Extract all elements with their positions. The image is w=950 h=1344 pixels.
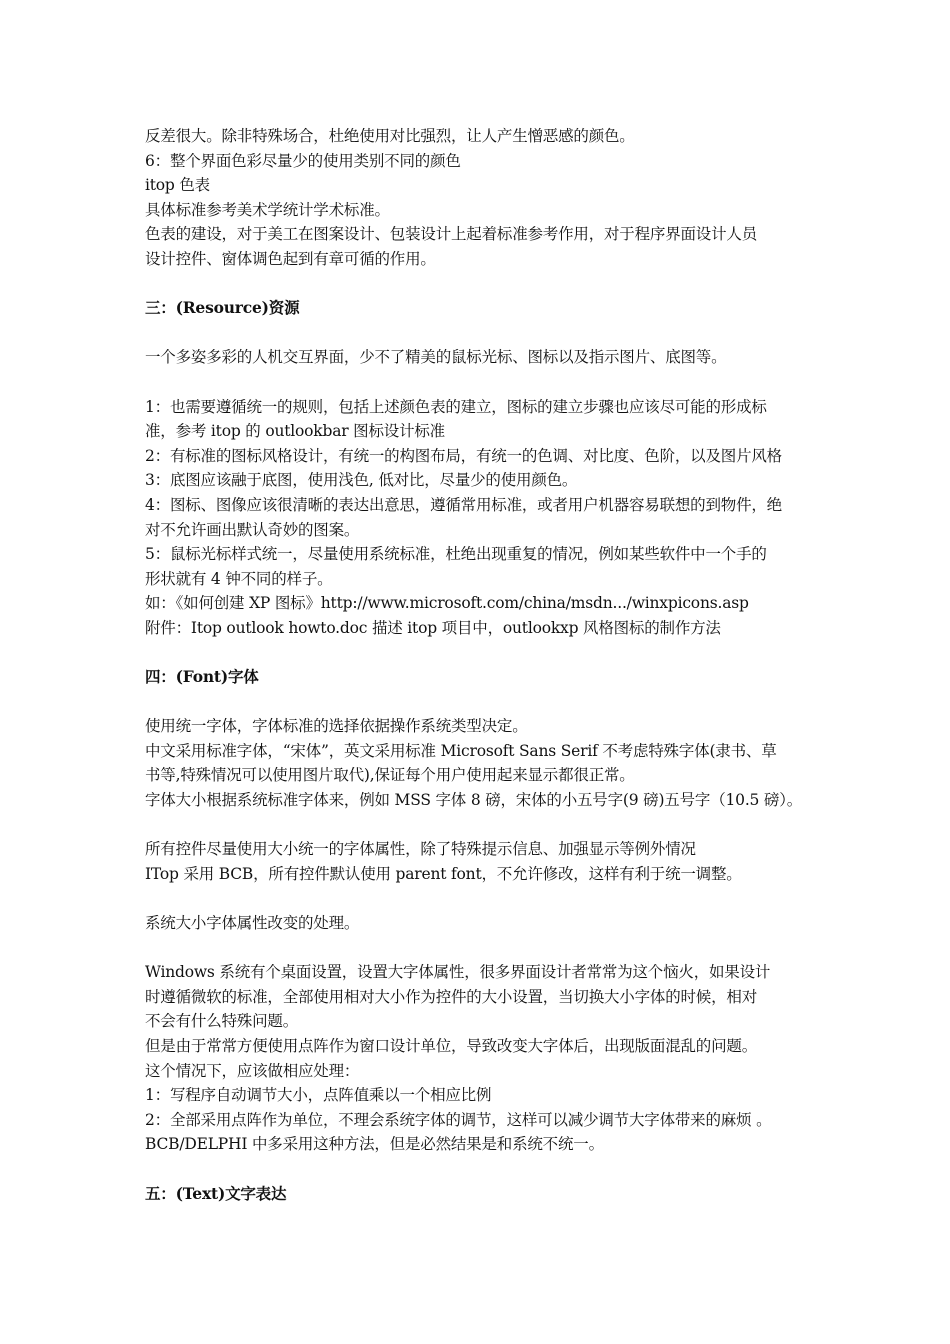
paragraph-spacer xyxy=(145,272,825,297)
text-line: 附件：Itop outlook howto.doc 描述 itop 项目中，outlookxp 风格图标的制作方法 xyxy=(145,618,721,637)
text-line: 具体标准参考美术学统计学术标准。 xyxy=(145,200,390,219)
text-line: 2：全部采用点阵作为单位，不理会系统字体的调节，这样可以减少调节大字体带来的麻烦 。 xyxy=(145,1110,772,1129)
text-line: 色表的建设，对于美工在图案设计、包装设计上起着标准参考作用，对于程序界面设计人员 xyxy=(145,225,758,244)
text-line: 中文采用标准字体，“宋体”，英文采用标准 Microsoft Sans Serif 不考虑特殊字体(隶书、草 xyxy=(145,741,777,760)
text-line: 这个情况下，应该做相应处理： xyxy=(145,1061,360,1080)
paragraph-spacer xyxy=(145,370,825,395)
text-line: 时遵循微软的标准，全部使用相对大小作为控件的大小设置，当切换大小字体的时候，相对 xyxy=(145,987,758,1006)
paragraph-spacer xyxy=(145,886,825,911)
text-line: 但是由于常常方便使用点阵作为窗口设计单位，导致改变大字体后，出现版面混乱的问题。 xyxy=(145,1036,758,1055)
text-line: 1：也需要遵循统一的规则，包括上述颜色表的建立，图标的建立步骤也应该尽可能的形成标 xyxy=(145,397,767,416)
paragraph-spacer xyxy=(145,813,825,838)
text-line: 反差很大。除非特殊场合，杜绝使用对比强烈，让人产生憎恶感的颜色。 xyxy=(145,127,635,145)
text-line: 一个多姿多彩的人机交互界面，少不了精美的鼠标光标、图标以及指示图片、底图等。 xyxy=(145,348,727,367)
text-line: 2：有标准的图标风格设计，有统一的构图布局，有统一的色调、对比度、色阶，以及图片风格 xyxy=(145,446,782,465)
text-line: 5：鼠标光标样式统一，尽量使用系统标准，杜绝出现重复的情况，例如某些软件中一个手的 xyxy=(145,545,767,564)
text-line: 设计控件、窗体调色起到有章可循的作用。 xyxy=(145,249,436,268)
text-line: 书等,特殊情况可以使用图片取代),保证每个用户使用起来显示都很正常。 xyxy=(145,766,635,785)
section-heading: 三：(Resource)资源 xyxy=(145,298,300,318)
text-line: BCB/DELPHI 中多采用这种方法，但是必然结果是和系统不统一。 xyxy=(145,1135,604,1154)
text-line: 3：底图应该融于底图，使用浅色, 低对比，尽量少的使用颜色。 xyxy=(145,471,578,490)
text-line: 如：《如何创建 XP 图标》http://www.microsoft.com/china/msdn.../winxpicons.asp xyxy=(145,594,749,613)
section-heading: 五：(Text)文字表达 xyxy=(145,1183,287,1203)
paragraph-spacer xyxy=(145,690,825,715)
text-line: 系统大小字体属性改变的处理。 xyxy=(145,914,360,932)
paragraph-spacer xyxy=(145,321,825,346)
text-line: Windows 系统有个桌面设置，设置大字体属性，很多界面设计者常常为这个恼火，如果设计 xyxy=(145,963,771,982)
text-line: 1：写程序自动调节大小，点阵值乘以一个相应比例 xyxy=(145,1086,492,1105)
text-line: 字体大小根据系统标准字体来，例如 MSS 字体 8 磅，宋体的小五号字(9 磅)五号字（10.5 磅）。 xyxy=(145,791,803,810)
paragraph-spacer xyxy=(145,936,825,961)
text-line: 所有控件尽量使用大小统一的字体属性，除了特殊提示信息、加强显示等例外情况 xyxy=(145,840,696,859)
text-line: 使用统一字体，字体标准的选择依据操作系统类型决定。 xyxy=(145,717,528,736)
text-line: 对不允许画出默认奇妙的图案。 xyxy=(145,520,360,539)
text-line: 形状就有 4 钟不同的样子。 xyxy=(145,569,333,588)
text-line: ITop 采用 BCB，所有控件默认使用 parent font，不允许修改，这样有利于统一调整。 xyxy=(145,864,742,883)
paragraph-spacer xyxy=(145,1157,825,1182)
text-line: 4：图标、图像应该很清晰的表达出意思，遵循常用标准，或者用户机器容易联想的到物件，绝 xyxy=(145,495,782,514)
text-line: 不会有什么特殊问题。 xyxy=(145,1012,299,1031)
section-heading: 四：(Font)字体 xyxy=(145,667,259,687)
text-line: 准，参考 itop 的 outlookbar 图标设计标准 xyxy=(145,422,445,441)
text-line: itop 色表 xyxy=(145,176,210,195)
text-line: 6：整个界面色彩尽量少的使用类别不同的颜色 xyxy=(145,151,461,170)
paragraph-spacer xyxy=(145,640,825,665)
document-body xyxy=(145,124,825,1206)
